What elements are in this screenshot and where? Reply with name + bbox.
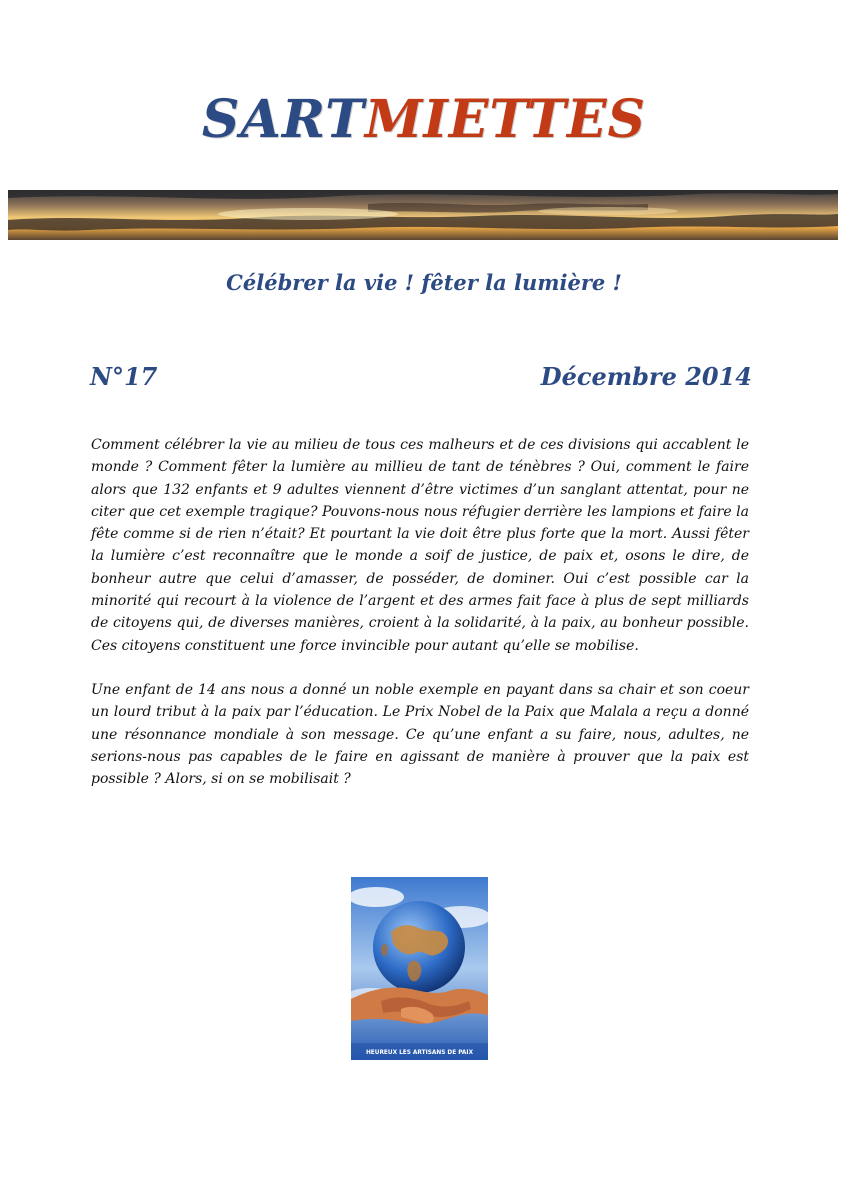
paragraph-2: Une enfant de 14 ans nous a donné un noble exemple en payant dans sa chair et son coeur un lourd tribut à la paix par l’éducation. Le Prix Nobel de la Paix que Malala a reçu a donné une résonnance mondiale à son message. Ce qu’une enfant a su faire, nous, adultes, ne serions-nous pas capables de le faire en agissant de manière à prouver que la paix est possible ? Alors, si on se mobilisait ? [91,681,749,788]
globe-handshake-illustration [351,877,488,1060]
peace-poster-image [351,877,488,1060]
article-body [91,434,749,812]
masthead-title [0,88,848,152]
issue-number: N°17 [90,362,158,391]
tagline: Célébrer la vie ! fêter la lumière ! [226,270,622,295]
globe-icon [373,901,465,993]
masthead-part-miettes: MIETTES [364,89,647,150]
poster-caption: HEUREUX LES ARTISANS DE PAIX [365,1050,474,1056]
sunset-clouds-icon [8,190,838,240]
masthead-part-sart: SART [201,89,365,150]
issue-date: Décembre 2014 [540,362,752,391]
paragraph-1: Comment célébrer la vie au milieu de tous ces malheurs et de ces divisions qui accablent le monde ? Comment fêter la lumière au millieu de tant de ténèbres ? Oui, comment le faire alors que 132 enfants et 9 adultes viennent d’être victimes d’un sanglant attentat, pour ne citer que cet exemple tragique? Pouvons-nous nous réfugier derrière les lampions et faire la fête comme si de rien n’était? Et pourtant la vie doit être plus forte que la mort. Aussi fêter la lumière c’est reconnaître que le monde a soif de justice, de paix et, osons le dire, de bonheur autre que celui d’amasser, de posséder, de dominer. Oui c’est possible car la minorité qui recourt à la violence de l’argent et des armes fait face à plus de sept milliards de citoyens qui, de diverses manières, croient à la solidarité, à la paix, au bonheur possible. Ces citoyens constituent une force invincible pour autant qu’elle se mobilise. [91,437,749,654]
issue-row [90,362,752,394]
sunset-banner-image [8,190,838,240]
